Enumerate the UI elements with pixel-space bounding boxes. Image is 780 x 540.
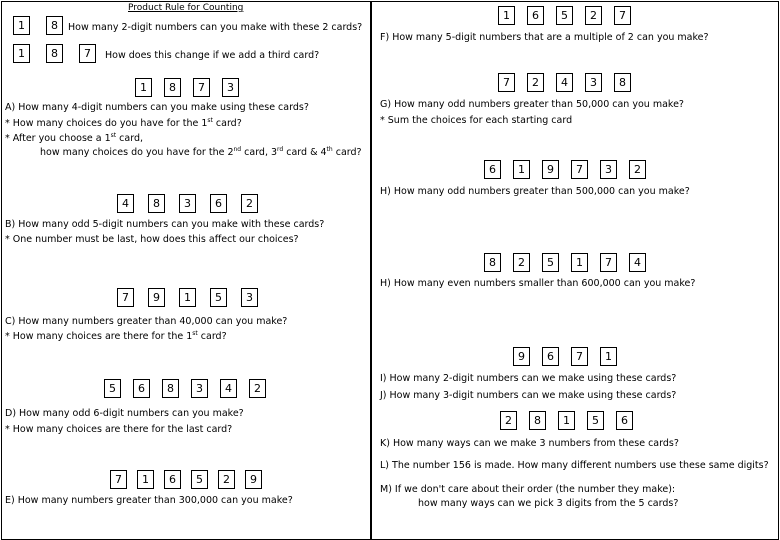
number-card: 7: [117, 288, 134, 307]
number-card: 3: [600, 160, 617, 179]
question-intro-2: How does this change if we add a third card?: [105, 50, 320, 61]
number-card: 4: [556, 73, 573, 92]
hint-c: * How many choices are there for the 1st card?: [5, 330, 227, 342]
number-card: 2: [629, 160, 646, 179]
number-card: 2: [513, 253, 530, 272]
hint-b: * One number must be last, how does this affect our choices?: [5, 234, 299, 245]
card-set-b: [117, 194, 258, 213]
number-card: 6: [527, 6, 544, 25]
number-card: 5: [210, 288, 227, 307]
number-card: 1: [137, 470, 154, 489]
number-card: 1: [571, 253, 588, 272]
number-card: 5: [104, 379, 121, 398]
number-card: 1: [13, 16, 30, 35]
number-card: 6: [542, 347, 559, 366]
question-f: F) How many 5-digit numbers that are a multiple of 2 can you make?: [380, 32, 709, 43]
question-d: D) How many odd 6-digit numbers can you make?: [5, 408, 244, 419]
card-set-g: [498, 73, 631, 92]
number-card: 8: [484, 253, 501, 272]
number-card: 5: [542, 253, 559, 272]
hint-a-1: * How many choices do you have for the 1st card?: [5, 117, 242, 129]
number-card: 9: [513, 347, 530, 366]
number-card: 1: [600, 347, 617, 366]
question-m-2: how many ways can we pick 3 digits from the 5 cards?: [418, 498, 679, 509]
number-card: 1: [13, 44, 30, 63]
number-card: 2: [218, 470, 235, 489]
number-card: 6: [616, 411, 633, 430]
card-set-d: [104, 379, 266, 398]
card-set-c: [117, 288, 258, 307]
question-j: J) How many 3-digit numbers can we make using these cards?: [380, 390, 677, 401]
number-card: 3: [191, 379, 208, 398]
number-card: 5: [191, 470, 208, 489]
number-card: 4: [629, 253, 646, 272]
card-set-h1: [484, 160, 646, 179]
column-divider: [370, 1, 372, 539]
number-card: 7: [498, 73, 515, 92]
number-card: 6: [164, 470, 181, 489]
card-set-e: [110, 470, 262, 489]
number-card: 7: [193, 78, 210, 97]
hint-d: * How many choices are there for the last card?: [5, 424, 233, 435]
card-set-f: [498, 6, 631, 25]
card-set-ij: [513, 347, 617, 366]
card-set-h2: [484, 253, 646, 272]
number-card: 5: [556, 6, 573, 25]
number-card: 5: [587, 411, 604, 430]
card-set-intro-1: [13, 16, 63, 35]
number-card: 4: [220, 379, 237, 398]
number-card: 7: [600, 253, 617, 272]
card-set-intro-2: [13, 44, 96, 63]
number-card: 9: [245, 470, 262, 489]
number-card: 1: [179, 288, 196, 307]
question-h2: H) How many even numbers smaller than 600,000 can you make?: [380, 278, 696, 289]
number-card: 7: [614, 6, 631, 25]
number-card: 6: [484, 160, 501, 179]
number-card: 8: [148, 194, 165, 213]
question-k: K) How many ways can we make 3 numbers from these cards?: [380, 438, 679, 449]
number-card: 3: [222, 78, 239, 97]
card-set-a: [135, 78, 239, 97]
question-c: C) How many numbers greater than 40,000 can you make?: [5, 316, 288, 327]
question-g: G) How many odd numbers greater than 50,000 can you make?: [380, 99, 684, 110]
question-b: B) How many odd 5-digit numbers can you make with these cards?: [5, 219, 325, 230]
number-card: 7: [571, 347, 588, 366]
hint-a-3: how many choices do you have for the 2nd card, 3rd card & 4th card?: [40, 146, 362, 158]
card-set-klm: [500, 411, 633, 430]
number-card: 8: [46, 44, 63, 63]
question-m-1: M) If we don't care about their order (the number they make):: [380, 484, 676, 495]
question-h1: H) How many odd numbers greater than 500,000 can you make?: [380, 186, 690, 197]
page-title: Product Rule for Counting: [128, 3, 244, 13]
number-card: 7: [79, 44, 96, 63]
number-card: 7: [110, 470, 127, 489]
number-card: 1: [558, 411, 575, 430]
number-card: 6: [133, 379, 150, 398]
number-card: 2: [585, 6, 602, 25]
number-card: 9: [542, 160, 559, 179]
number-card: 1: [513, 160, 530, 179]
number-card: 2: [249, 379, 266, 398]
number-card: 8: [46, 16, 63, 35]
number-card: 2: [527, 73, 544, 92]
number-card: 6: [210, 194, 227, 213]
question-a: A) How many 4-digit numbers can you make using these cards?: [5, 102, 309, 113]
question-i: I) How many 2-digit numbers can we make using these cards?: [380, 373, 677, 384]
number-card: 3: [179, 194, 196, 213]
number-card: 1: [135, 78, 152, 97]
hint-g: * Sum the choices for each starting card: [380, 115, 573, 126]
question-e: E) How many numbers greater than 300,000 can you make?: [5, 495, 293, 506]
number-card: 1: [498, 6, 515, 25]
number-card: 9: [148, 288, 165, 307]
question-l: L) The number 156 is made. How many different numbers use these same digits?: [380, 460, 769, 471]
number-card: 7: [571, 160, 588, 179]
question-intro-1: How many 2-digit numbers can you make with these 2 cards?: [68, 22, 363, 33]
number-card: 8: [614, 73, 631, 92]
hint-a-2: * After you choose a 1st card,: [5, 132, 143, 144]
number-card: 3: [585, 73, 602, 92]
number-card: 8: [529, 411, 546, 430]
number-card: 2: [241, 194, 258, 213]
number-card: 4: [117, 194, 134, 213]
number-card: 8: [164, 78, 181, 97]
number-card: 8: [162, 379, 179, 398]
number-card: 2: [500, 411, 517, 430]
number-card: 3: [241, 288, 258, 307]
